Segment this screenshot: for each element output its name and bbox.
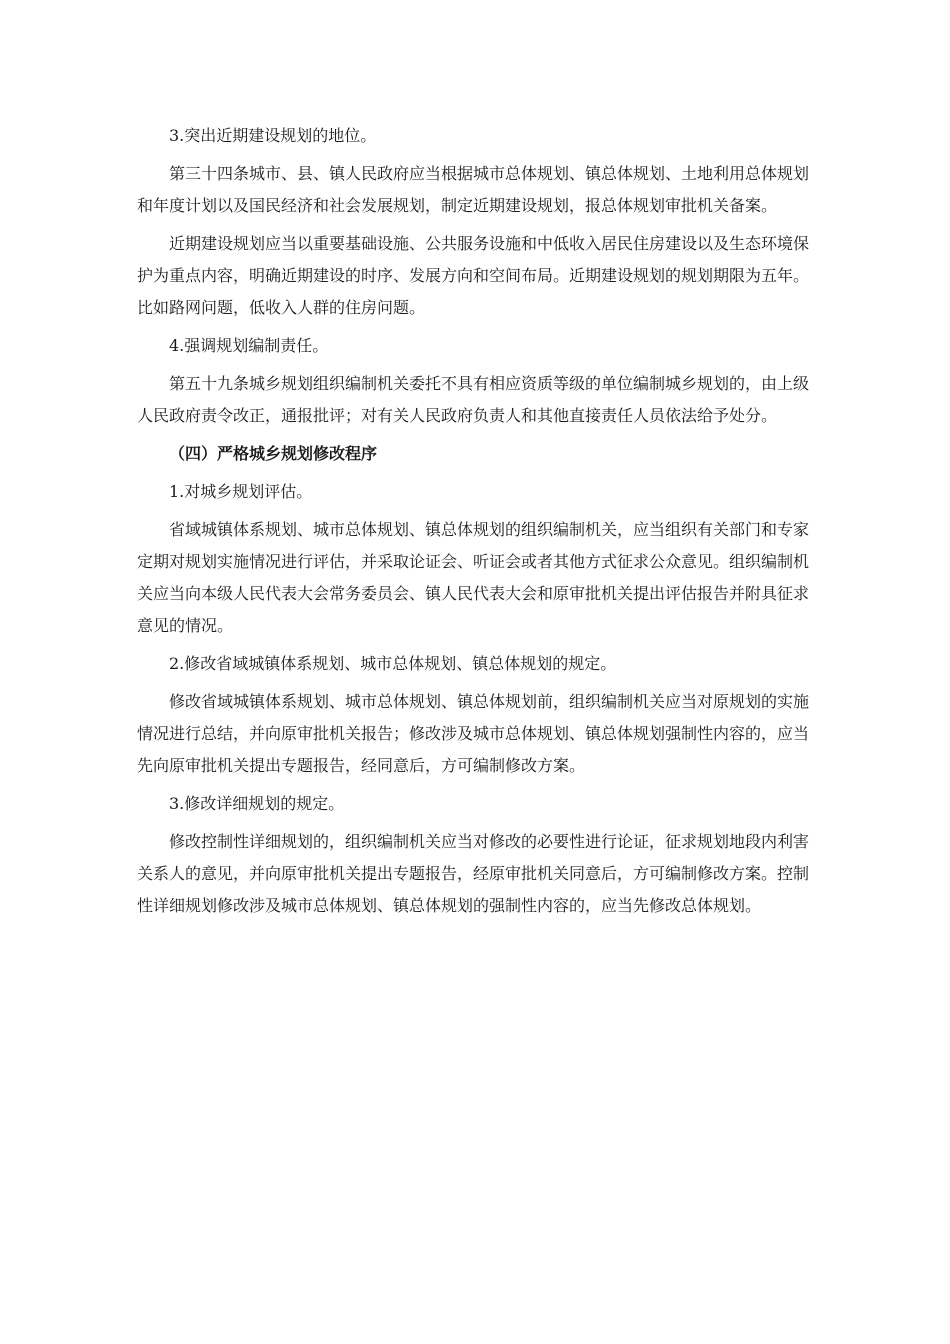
body-paragraph: 近期建设规划应当以重要基础设施、公共服务设施和中低收入居民住房建设以及生态环境保护为重点内容，明确近期建设的时序、发展方向和空间布局。近期建设规划的规划期限为五年。比如路网问题，低收入人群的住房问题。 <box>137 234 810 317</box>
body-paragraph: 第五十九条城乡规划组织编制机关委托不具有相应资质等级的单位编制城乡规划的，由上级人民政府责令改正，通报批评；对有关人民政府负责人和其他直接责任人员依法给予处分。 <box>137 374 810 425</box>
item-heading: 3.突出近期建设规划的地位。 <box>169 126 377 145</box>
item-heading: 1.对城乡规划评估。 <box>169 482 313 501</box>
item-heading: 4.强调规划编制责任。 <box>169 336 329 355</box>
body-paragraph: 第三十四条城市、县、镇人民政府应当根据城市总体规划、镇总体规划、土地利用总体规划和年度计划以及国民经济和社会发展规划，制定近期建设规划，报总体规划审批机关备案。 <box>137 164 810 215</box>
item-heading: 3.修改详细规划的规定。 <box>169 794 345 813</box>
body-paragraph: 省域城镇体系规划、城市总体规划、镇总体规划的组织编制机关，应当组织有关部门和专家定期对规划实施情况进行评估，并采取论证会、听证会或者其他方式征求公众意见。组织编制机关应当向本级人民代表大会常务委员会、镇人民代表大会和原审批机关提出评估报告并附具征求意见的情况。 <box>137 520 810 635</box>
body-paragraph: 修改控制性详细规划的，组织编制机关应当对修改的必要性进行论证，征求规划地段内利害关系人的意见，并向原审批机关提出专题报告，经原审批机关同意后，方可编制修改方案。控制性详细规划修改涉及城市总体规划、镇总体规划的强制性内容的，应当先修改总体规划。 <box>137 832 810 915</box>
item-heading: 2.修改省域城镇体系规划、城市总体规划、镇总体规划的规定。 <box>169 654 617 673</box>
document-body <box>137 120 809 928</box>
body-paragraph: 修改省域城镇体系规划、城市总体规划、镇总体规划前，组织编制机关应当对原规划的实施情况进行总结，并向原审批机关报告；修改涉及城市总体规划、镇总体规划强制性内容的，应当先向原审批机关提出专题报告，经同意后，方可编制修改方案。 <box>137 692 810 775</box>
section-heading: （四）严格城乡规划修改程序 <box>169 444 378 463</box>
